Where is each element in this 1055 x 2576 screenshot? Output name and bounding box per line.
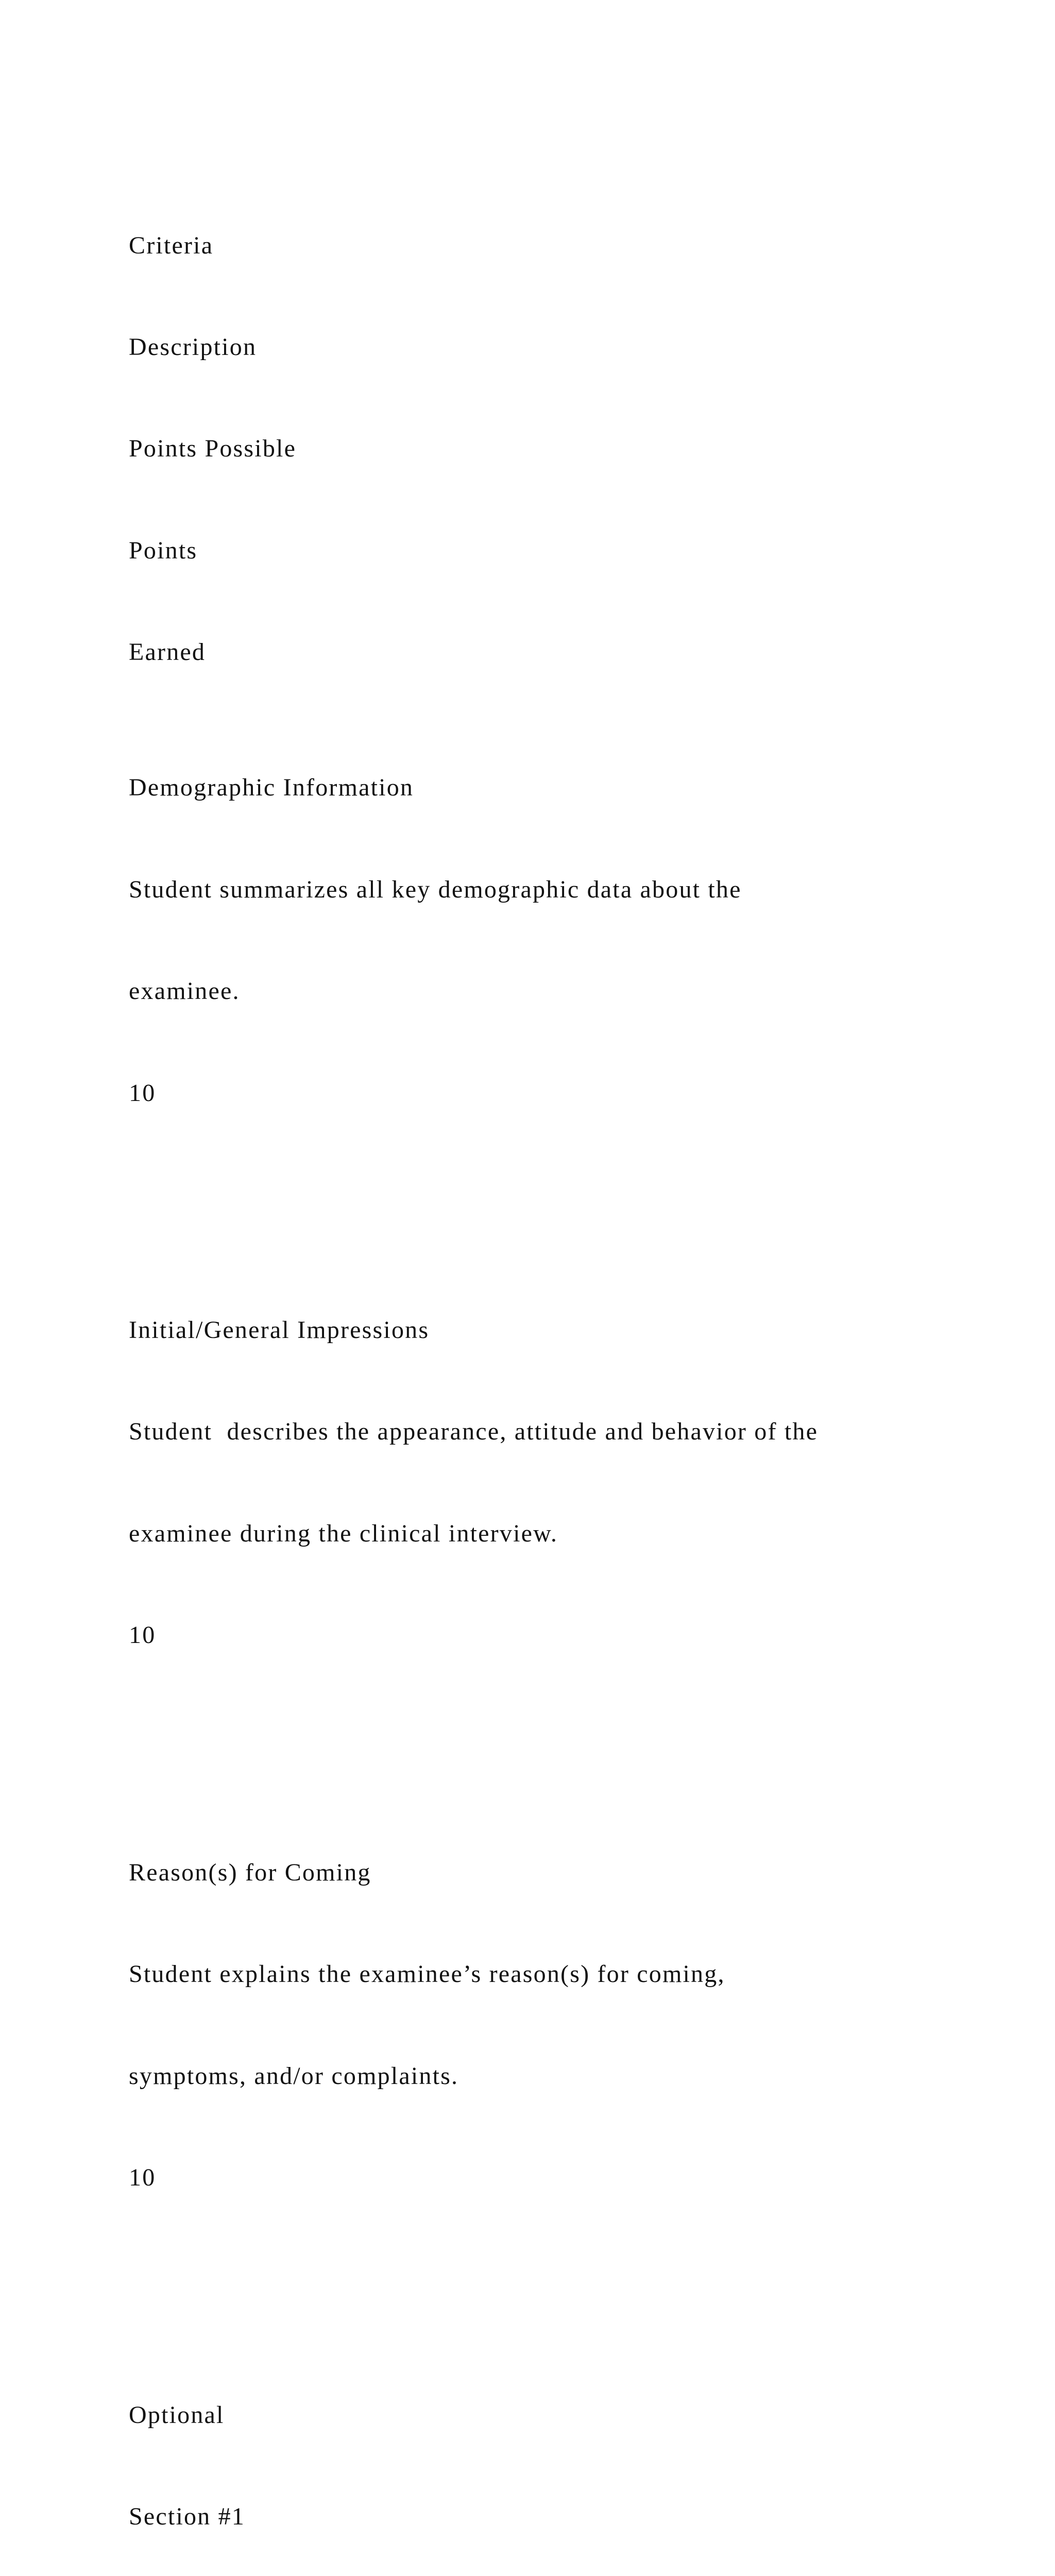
- criterion-description: Student explains the examinee’s reason(s) for coming,: [129, 1960, 725, 1988]
- criterion-description: symptoms, and/or complaints.: [129, 2062, 459, 2090]
- header-points-possible: Points Possible: [129, 435, 297, 463]
- header-earned: Earned: [129, 638, 206, 666]
- criterion-title: Optional: [129, 2401, 225, 2429]
- header-points: Points: [129, 536, 198, 564]
- criterion-title: Demographic Information: [129, 774, 414, 802]
- criterion-title: Initial/General Impressions: [129, 1316, 430, 1344]
- criterion-points: 10: [129, 1621, 156, 1649]
- blank-line: [129, 1720, 1005, 1754]
- rubric-text: [129, 161, 1005, 2576]
- criterion-description: Student describes the appearance, attitude and behavior of the: [129, 1418, 819, 1446]
- criterion-description: Student summarizes all key demographic data about the: [129, 875, 742, 903]
- criterion-points: 10: [129, 1079, 156, 1107]
- criterion-points: 10: [129, 2164, 156, 2192]
- criterion-description: examinee.: [129, 977, 240, 1005]
- criterion-title: Reason(s) for Coming: [129, 1858, 371, 1886]
- header-description: Description: [129, 333, 257, 361]
- criterion-title: Section #1: [129, 2502, 245, 2530]
- criterion-description: examinee during the clinical interview.: [129, 1519, 558, 1547]
- header-criteria: Criteria: [129, 231, 214, 259]
- blank-line: [129, 1178, 1005, 1212]
- blank-line: [129, 2262, 1005, 2296]
